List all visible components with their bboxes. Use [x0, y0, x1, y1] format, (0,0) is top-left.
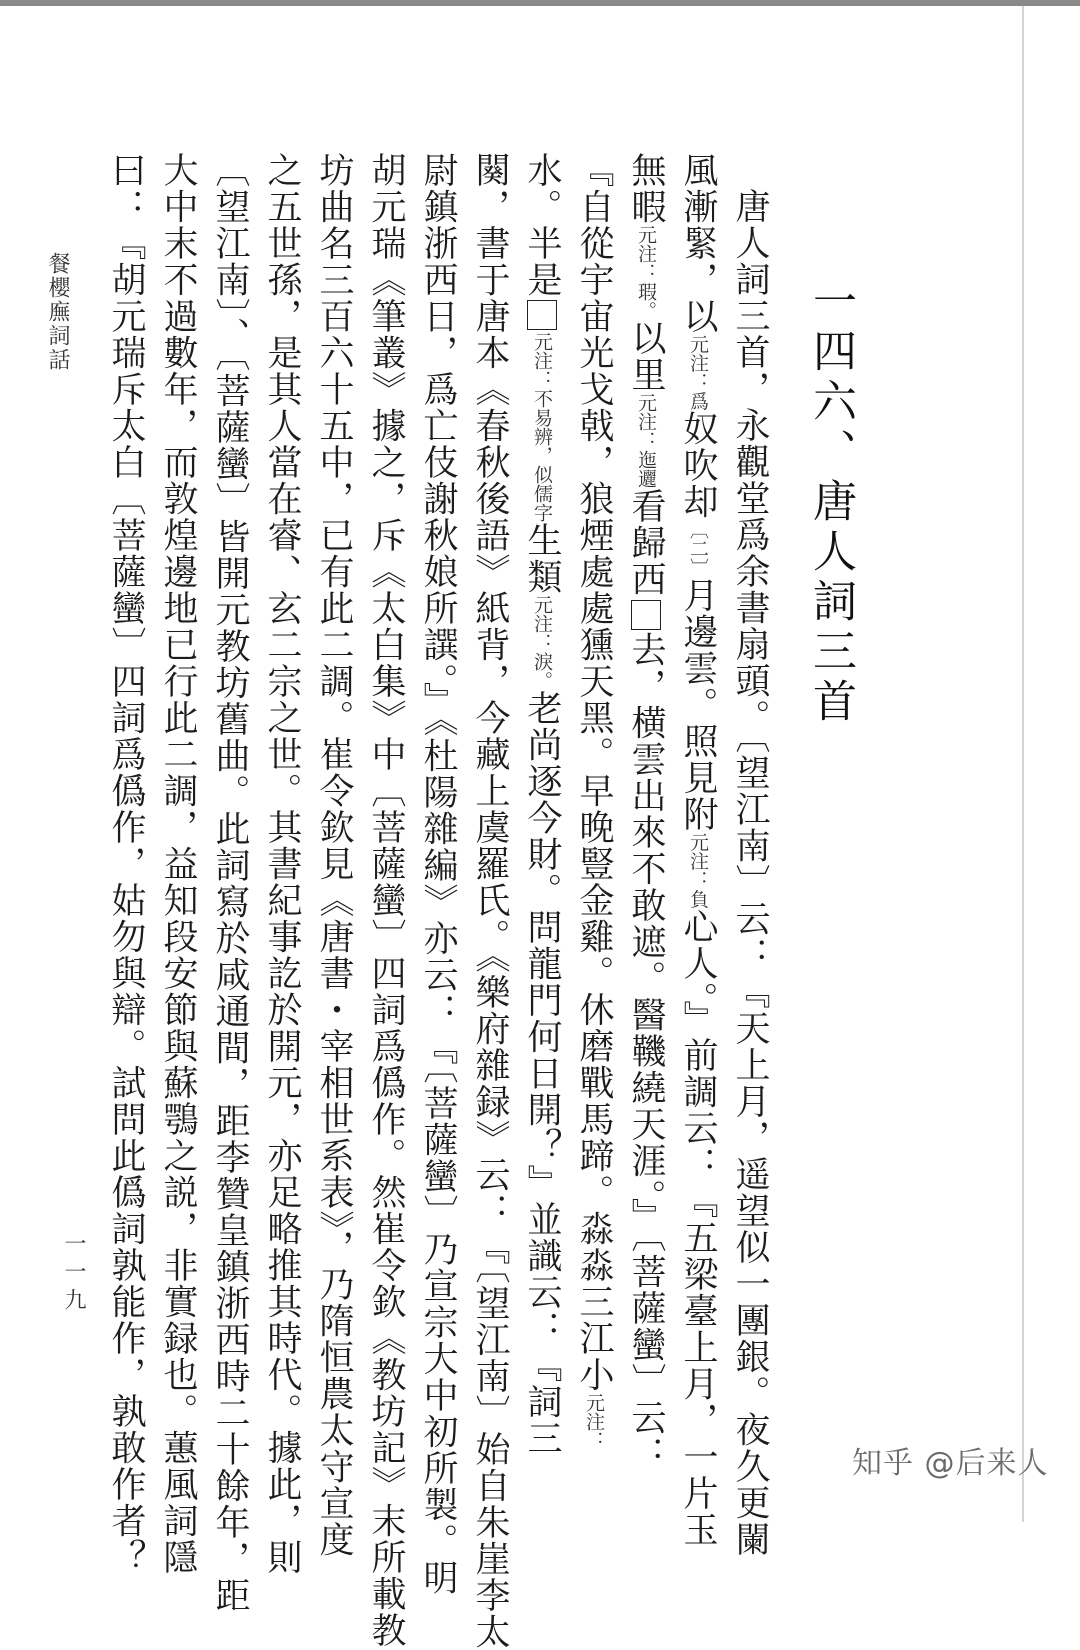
editor-note: 元注： — [583, 1393, 605, 1450]
text-run: 奴吹却 — [678, 410, 718, 520]
text-run: 心人。』前調云：『五梁臺上月，一片玉 — [678, 908, 718, 1548]
editor-note: 元注：迤邐 — [635, 393, 657, 488]
text-column-1 — [730, 188, 770, 1558]
text-column-6 — [470, 152, 510, 1650]
editor-note: 元注：爲 — [687, 334, 709, 411]
text-run: 胡元瑞《筆叢》據之，斥《太白集》中〔菩薩蠻〕四詞爲僞作。然崔令欽《教坊記》末所載教 — [366, 152, 406, 1649]
text-column-2 — [678, 152, 718, 1548]
text-run: 闋，書于唐本《春秋後語》紙背，今藏上虞羅氏。《樂府雜録》云：『〔望江南〕始自朱崖李太 — [470, 152, 510, 1650]
text-column-8 — [366, 152, 406, 1649]
text-run: 去，横雲出來不敢遮。醫鞿繞天涯。』〔菩薩蠻〕云： — [626, 631, 666, 1473]
text-column-13 — [106, 152, 146, 1576]
text-run: 唐人詞三首，永觀堂爲余書扇頭。〔望江南〕云：『天上月，遥望似一團銀。夜久更闌 — [730, 188, 770, 1558]
text-column-10 — [262, 152, 302, 1576]
text-run: 月邊雲。照見附 — [678, 577, 718, 833]
text-run: 之五世孫，是其人當在睿、玄二宗之世。其書紀事訖於開元，亦足略推其時代。據此，則 — [262, 152, 302, 1576]
editor-note: 元注：瑕。 — [635, 225, 657, 320]
text-column-11 — [210, 152, 250, 1614]
text-run: 無暇 — [626, 152, 666, 225]
text-run: 以里 — [626, 320, 666, 393]
editor-note: 元注：不易辨，似儒字 — [531, 332, 553, 522]
text-column-5 — [522, 152, 562, 1457]
text-run: 『自從宇宙光戈戟，狼煙處處獯天黑。早晚豎金雞。休磨戰馬蹄。淼淼三江小 — [574, 152, 614, 1393]
text-column-4 — [574, 152, 614, 1450]
editor-note: 元注：淚。 — [531, 595, 553, 690]
text-run: 風漸緊，以 — [678, 152, 718, 335]
text-run: 大中末不過數年，而敦煌邊地已行此二調，益知段安節與蘇鶚之説，非實録也。蕙風詞隱 — [158, 152, 198, 1576]
text-column-7 — [418, 152, 458, 1596]
text-run: 水。半是 — [522, 152, 562, 298]
text-run: 曰：『胡元瑞斥太白〔菩薩蠻〕四詞爲僞作，姑勿與辯。試問此僞詞孰能作，孰敢作者？ — [106, 152, 146, 1576]
watermark: 知乎 @后来人 — [852, 1446, 1049, 1481]
text-run: 尉鎮浙西日，爲亡伎謝秋娘所譔。』《杜陽雜編》亦云：『〔菩薩蠻〕乃宣宗大中初所製。明 — [418, 152, 458, 1596]
text-run: 生類 — [522, 522, 562, 595]
text-column-9 — [314, 152, 354, 1558]
section-title: 一四六、唐人詞三首 — [805, 278, 856, 728]
text-run: 坊曲名三百六十五中，已有此二調。崔令欽見《唐書・宰相世系表》，乃隋恒農太守宣度 — [314, 152, 354, 1558]
missing-character-box — [631, 600, 661, 630]
text-column-12 — [158, 152, 198, 1576]
text-column-3 — [626, 152, 666, 1473]
editor-note: 元注：負 — [687, 832, 709, 909]
footnote-marker: 〔二〕 — [687, 520, 709, 577]
missing-character-box — [527, 300, 557, 330]
page-number: 一一九 — [61, 1232, 86, 1316]
text-run: 〔望江南〕、〔菩薩蠻〕皆開元教坊舊曲。此詞寫於咸通間，距李贊皇鎮浙西時二十餘年，距 — [210, 152, 250, 1614]
text-run: 老尚逐今財。問龍門何日開？』並識云：『詞三 — [522, 690, 562, 1457]
text-run: 看歸西 — [626, 488, 666, 598]
running-head: 餐櫻廡詞話 — [45, 252, 70, 372]
